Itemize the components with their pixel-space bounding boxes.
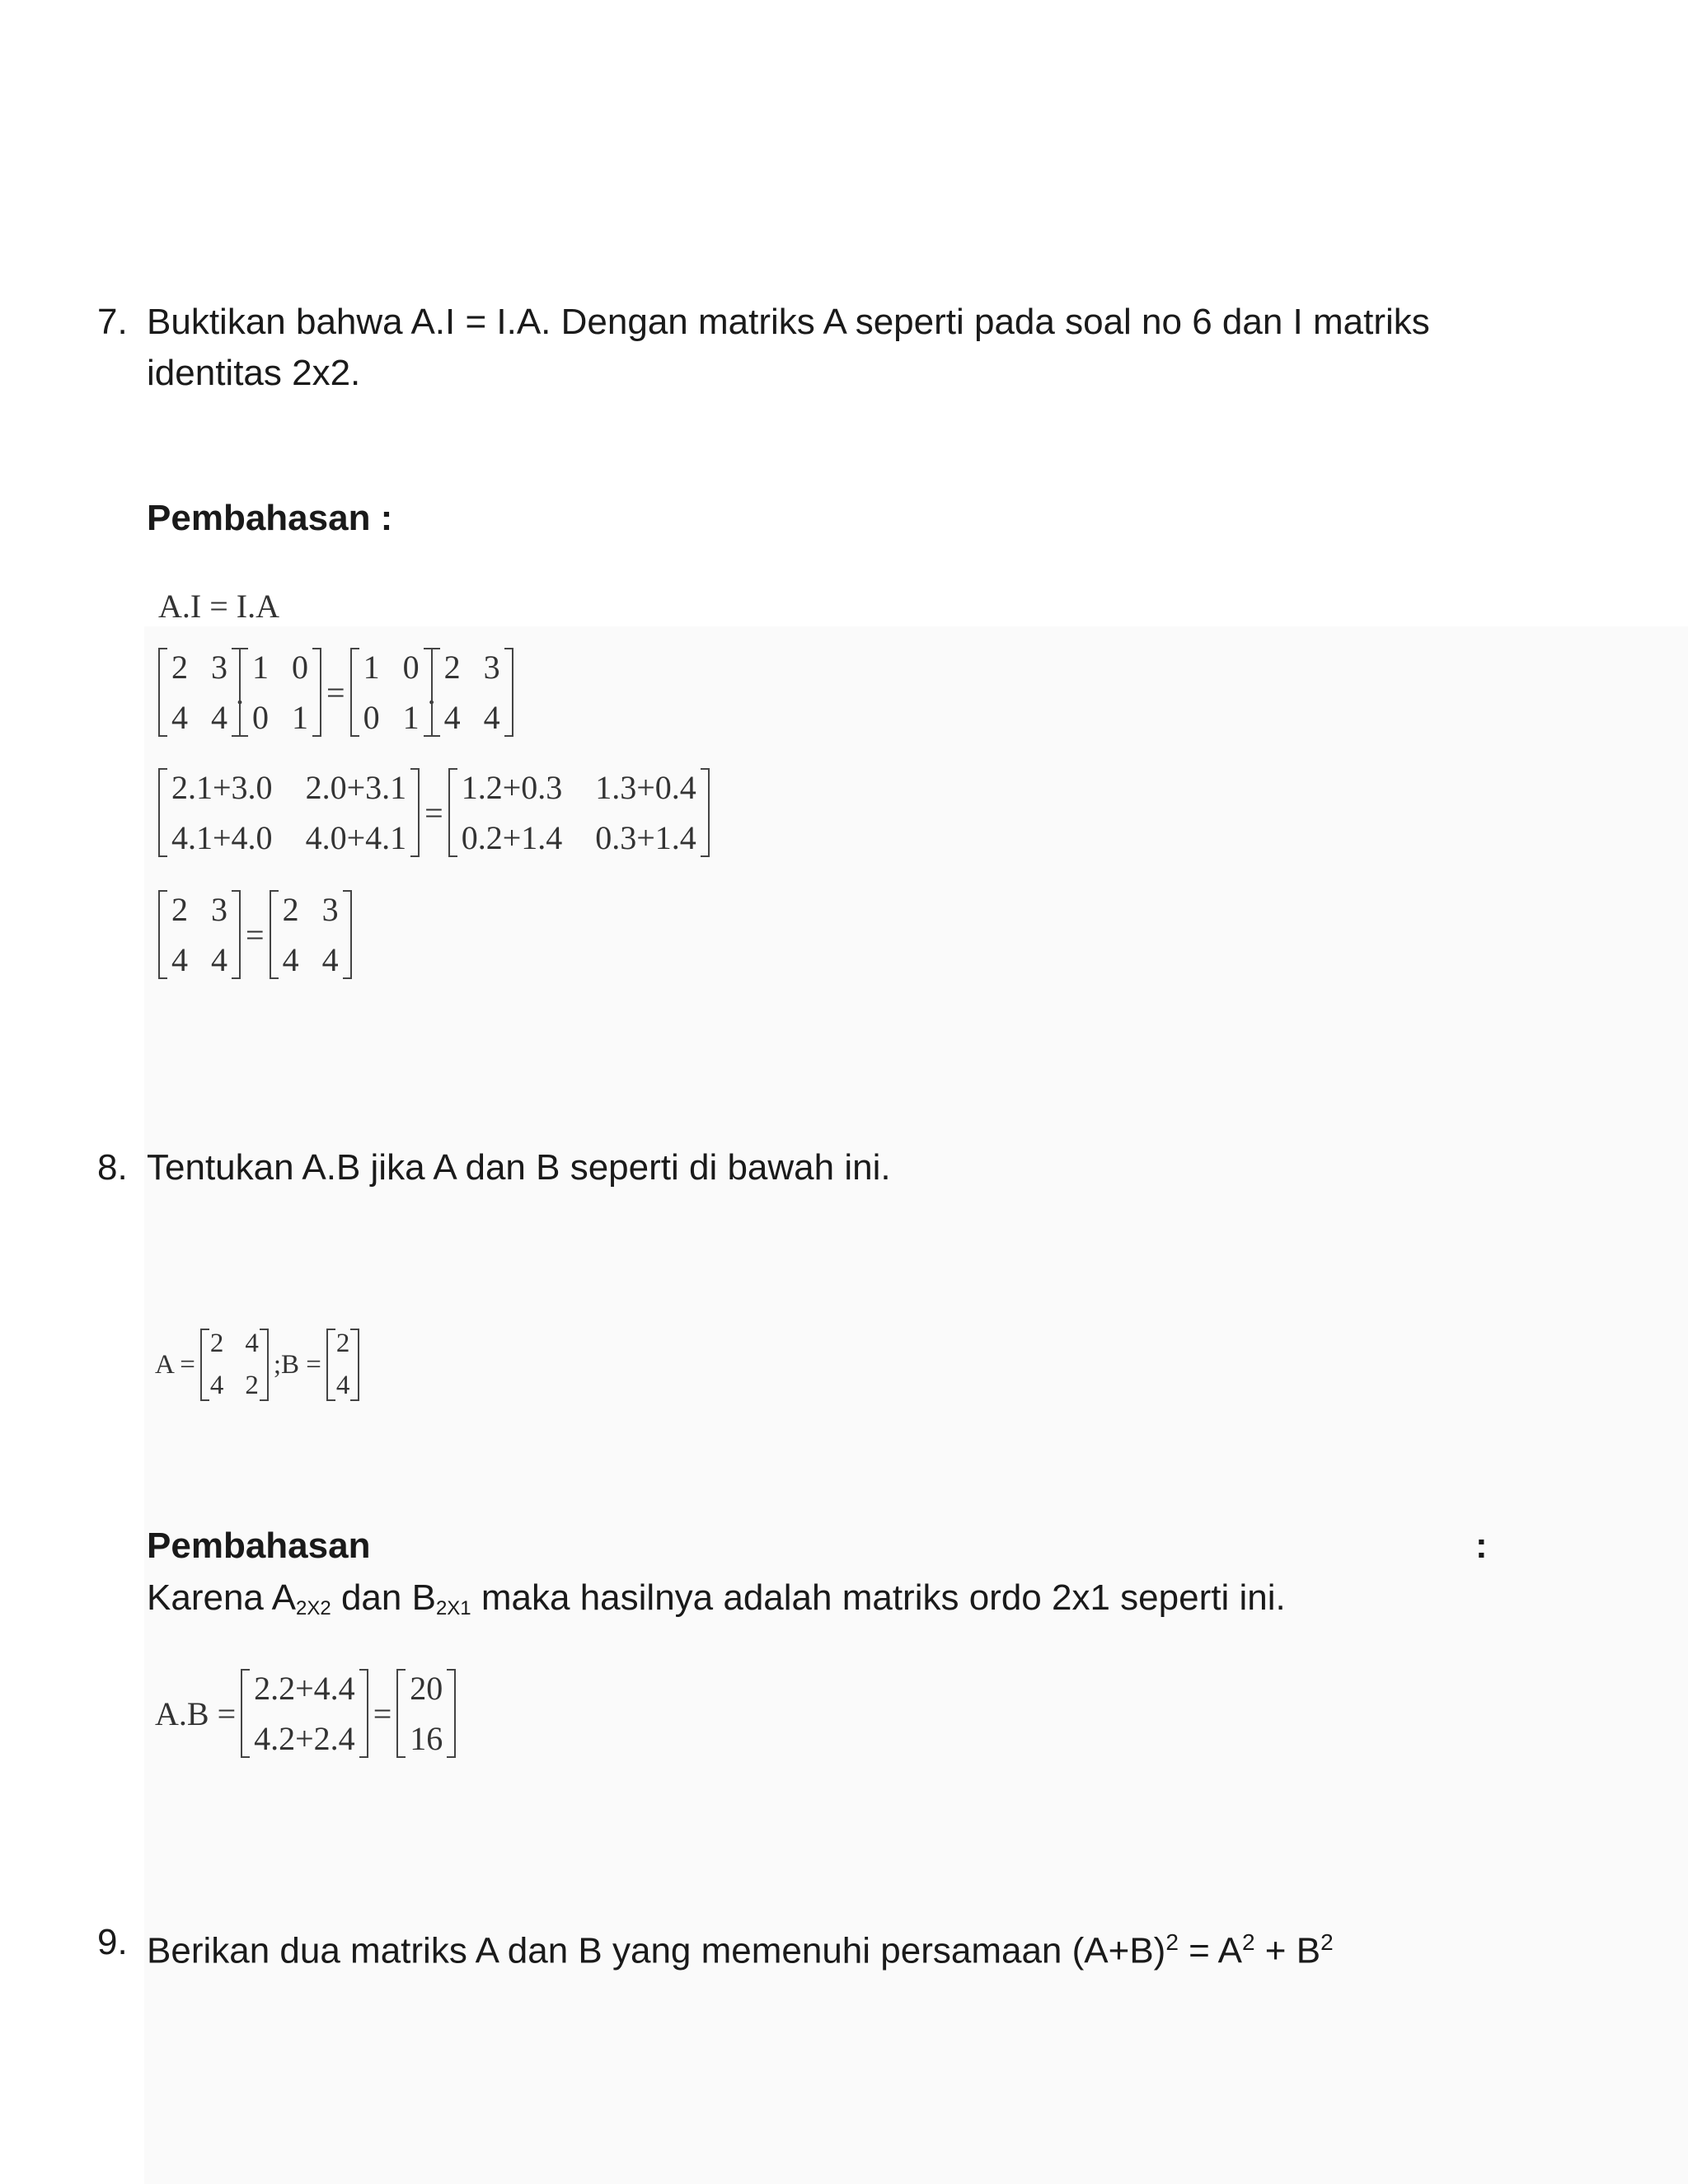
matrix-cell: 1.2+0.3: [461, 769, 563, 806]
question-8-explanation: [147, 1572, 1286, 1634]
question-7-text-line1: Buktikan bahwa A.I = I.A. Dengan matriks A seperti pada soal no 6 dan I matriks: [147, 302, 1430, 342]
matrix-cell: 4: [211, 699, 227, 736]
matrix-b: [326, 1329, 360, 1401]
order-subscript-b: 2X1: [435, 1597, 471, 1619]
matrix-identity: [239, 648, 321, 737]
question-9-number: 9.: [97, 1922, 128, 1962]
equals-sign: =: [326, 673, 345, 711]
label-b: ;B =: [273, 1349, 321, 1380]
label-ab: A.B =: [155, 1694, 237, 1732]
matrix-cell: 4: [282, 941, 299, 978]
equation-result: [158, 890, 352, 979]
equation-given-matrices: [155, 1329, 359, 1401]
matrix-cell: 2: [335, 1329, 350, 1358]
matrix-cell: 2: [282, 891, 299, 928]
matrix-cell: 2: [443, 649, 461, 686]
equals-sign: =: [424, 794, 443, 832]
explanation-text: dan B: [331, 1577, 436, 1618]
matrix-cell: 2.1+3.0: [171, 769, 273, 806]
matrix-result-right: [270, 890, 352, 979]
multiply-dot: .: [427, 673, 436, 711]
equation-matrix-product: [158, 648, 513, 737]
question-8-solution-heading: Pembahasan: [147, 1526, 371, 1566]
matrix-cell: 1: [363, 649, 380, 686]
question-text: = A: [1178, 1930, 1242, 1971]
matrix-cell: 4: [245, 1329, 259, 1358]
matrix-cell: 16: [410, 1720, 443, 1757]
multiply-dot: .: [236, 673, 244, 711]
equation-ab-result: [155, 1669, 456, 1758]
matrix-a: [431, 648, 513, 737]
question-9-text: [147, 1917, 1334, 1977]
matrix-cell: 4.0+4.1: [305, 819, 407, 856]
order-subscript-a: 2X2: [296, 1597, 331, 1619]
question-8-number: 8.: [97, 1147, 128, 1188]
question-7-number: 7.: [97, 302, 128, 342]
matrix-cell: 4: [321, 941, 339, 978]
matrix-cell: 2.2+4.4: [254, 1670, 355, 1707]
matrix-cell: 4: [209, 1371, 224, 1400]
matrix-cell: 0.3+1.4: [595, 819, 696, 856]
explanation-text: maka hasilnya adalah matriks ordo 2x1 seperti ini.: [471, 1577, 1286, 1618]
matrix-cell: 0: [363, 699, 380, 736]
equals-sign: =: [246, 916, 265, 954]
equation-text: A.I = I.A: [158, 588, 279, 625]
equation-ai-ia: [158, 587, 279, 626]
matrix-cell: 1: [402, 699, 420, 736]
matrix-identity: [350, 648, 433, 737]
equation-expanded: [158, 768, 710, 857]
equals-sign: =: [373, 1694, 392, 1732]
matrix-a: [200, 1329, 269, 1401]
matrix-cell: 0.2+1.4: [461, 819, 563, 856]
matrix-cell: 4: [171, 699, 188, 736]
matrix-cell: 2: [171, 649, 188, 686]
matrix-cell: 3: [321, 891, 339, 928]
question-text: Berikan dua matriks A dan B yang memenuhi persamaan (A+B): [147, 1930, 1166, 1971]
exponent: 2: [1320, 1929, 1334, 1955]
matrix-ab-work: [241, 1669, 368, 1758]
exponent: 2: [1241, 1929, 1255, 1955]
matrix-cell: 4: [211, 941, 227, 978]
matrix-cell: 1.3+0.4: [595, 769, 696, 806]
matrix-a: [158, 648, 241, 737]
matrix-cell: 1: [252, 649, 269, 686]
matrix-cell: 2: [171, 891, 188, 928]
question-7-text-line2: identitas 2x2.: [147, 353, 361, 393]
matrix-cell: 0: [252, 699, 269, 736]
matrix-cell: 4: [443, 699, 461, 736]
matrix-cell: 2.0+3.1: [305, 769, 407, 806]
matrix-expanded-left: [158, 768, 420, 857]
question-text: + B: [1254, 1930, 1321, 1971]
question-8-text: Tentukan A.B jika A dan B seperti di bawah ini.: [147, 1147, 891, 1188]
matrix-cell: 0: [402, 649, 420, 686]
matrix-expanded-right: [448, 768, 710, 857]
matrix-cell: 0: [292, 649, 308, 686]
matrix-cell: 3: [483, 649, 500, 686]
explanation-text: Karena A: [147, 1577, 297, 1618]
matrix-cell: 2: [209, 1329, 224, 1358]
matrix-cell: 4.2+2.4: [254, 1720, 355, 1757]
question-8-solution-colon: :: [1475, 1526, 1488, 1566]
exponent: 2: [1165, 1929, 1179, 1955]
matrix-cell: 3: [211, 891, 227, 928]
matrix-cell: 4: [335, 1371, 350, 1400]
matrix-cell: 20: [410, 1670, 443, 1707]
label-a: A =: [155, 1349, 195, 1380]
question-7-solution-heading: Pembahasan :: [147, 498, 393, 538]
matrix-result-left: [158, 890, 241, 979]
matrix-ab-answer: [396, 1669, 456, 1758]
matrix-cell: 4: [171, 941, 188, 978]
matrix-cell: 2: [245, 1371, 259, 1400]
matrix-cell: 4: [483, 699, 500, 736]
matrix-cell: 4.1+4.0: [171, 819, 273, 856]
matrix-cell: 3: [211, 649, 227, 686]
matrix-cell: 1: [292, 699, 308, 736]
